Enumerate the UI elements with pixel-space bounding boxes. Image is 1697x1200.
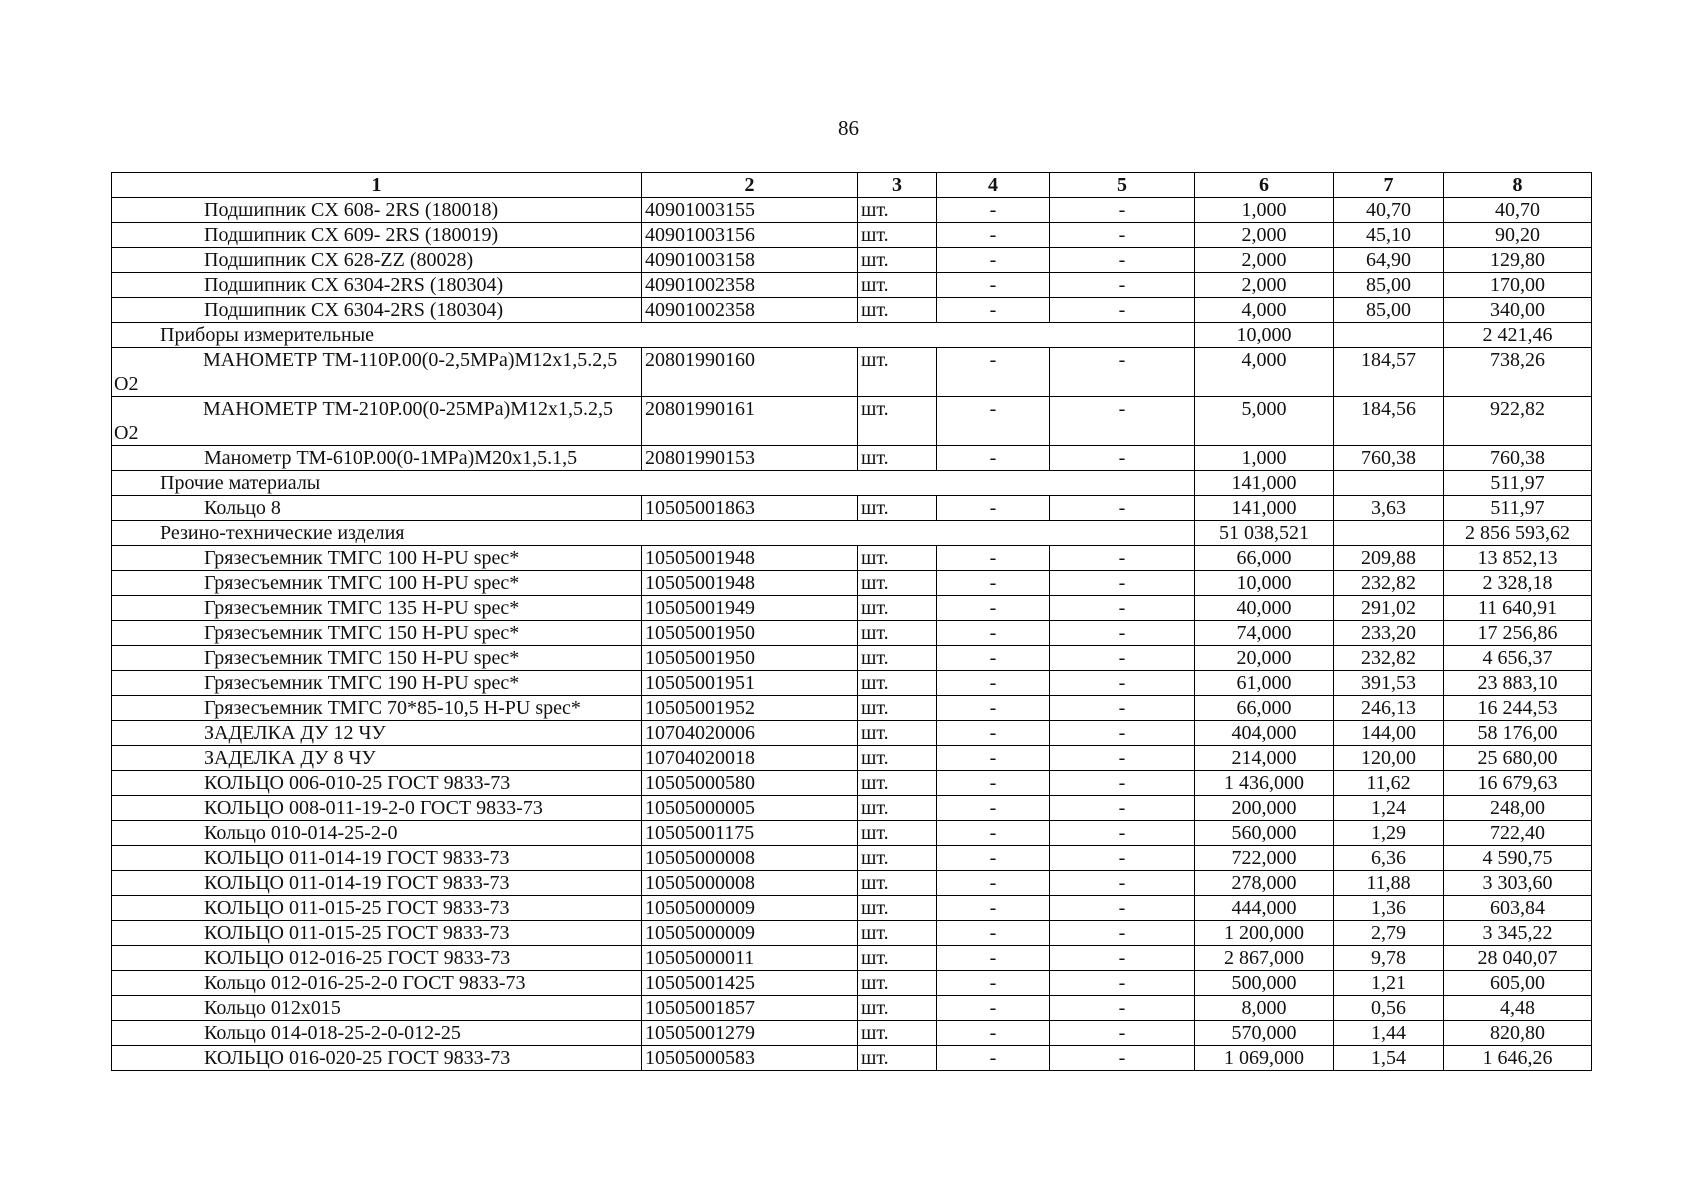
- sum-cell: 2 328,18: [1444, 571, 1592, 596]
- qty-cell: 1 069,000: [1195, 1046, 1334, 1071]
- price-cell: 246,13: [1334, 696, 1444, 721]
- table-row: [112, 397, 1592, 446]
- unit-cell: шт.: [858, 796, 937, 821]
- unit-cell: шт.: [858, 1021, 937, 1046]
- qty-cell: 74,000: [1195, 621, 1334, 646]
- unit-cell: шт.: [858, 546, 937, 571]
- sum-cell: 90,20: [1444, 223, 1592, 248]
- qty-cell: 200,000: [1195, 796, 1334, 821]
- col4-cell: -: [937, 746, 1050, 771]
- price-cell: [1334, 323, 1444, 348]
- qty-cell: 66,000: [1195, 696, 1334, 721]
- col5-cell: -: [1050, 746, 1195, 771]
- price-cell: 184,57: [1334, 348, 1444, 397]
- sum-cell: 922,82: [1444, 397, 1592, 446]
- qty-cell: 2,000: [1195, 273, 1334, 298]
- qty-cell: 404,000: [1195, 721, 1334, 746]
- qty-cell: 141,000: [1195, 471, 1334, 496]
- sum-cell: 511,97: [1444, 471, 1592, 496]
- price-cell: 120,00: [1334, 746, 1444, 771]
- sum-cell: 603,84: [1444, 896, 1592, 921]
- unit-cell: шт.: [858, 696, 937, 721]
- price-cell: 1,44: [1334, 1021, 1444, 1046]
- sum-cell: 58 176,00: [1444, 721, 1592, 746]
- price-cell: 144,00: [1334, 721, 1444, 746]
- price-cell: 184,56: [1334, 397, 1444, 446]
- col5-cell: -: [1050, 846, 1195, 871]
- col4-cell: -: [937, 971, 1050, 996]
- sum-cell: 28 040,07: [1444, 946, 1592, 971]
- price-cell: 64,90: [1334, 248, 1444, 273]
- item-name-cell: Подшипник CX 628-ZZ (80028): [112, 248, 642, 273]
- table-row: [112, 1021, 1592, 1046]
- sum-cell: 605,00: [1444, 971, 1592, 996]
- code-cell: 10505000580: [642, 771, 858, 796]
- group-name-cell: Прочие материалы: [112, 471, 1195, 496]
- table-row: [112, 571, 1592, 596]
- table-row: [112, 298, 1592, 323]
- table-row: [112, 273, 1592, 298]
- col4-cell: -: [937, 621, 1050, 646]
- group-row: [112, 471, 1592, 496]
- code-cell: 40901003158: [642, 248, 858, 273]
- table-row: [112, 821, 1592, 846]
- unit-cell: шт.: [858, 621, 937, 646]
- table-row: [112, 496, 1592, 521]
- group-row: [112, 323, 1592, 348]
- qty-cell: 1 436,000: [1195, 771, 1334, 796]
- item-name-cell: Подшипник CX 609- 2RS (180019): [112, 223, 642, 248]
- col5-cell: -: [1050, 348, 1195, 397]
- price-cell: 1,21: [1334, 971, 1444, 996]
- qty-cell: 4,000: [1195, 348, 1334, 397]
- unit-cell: шт.: [858, 596, 937, 621]
- column-header: 6: [1195, 173, 1334, 198]
- unit-cell: шт.: [858, 946, 937, 971]
- table-row: [112, 796, 1592, 821]
- price-cell: 6,36: [1334, 846, 1444, 871]
- qty-cell: 444,000: [1195, 896, 1334, 921]
- page-number: 86: [838, 116, 859, 140]
- sum-cell: 17 256,86: [1444, 621, 1592, 646]
- col4-cell: -: [937, 821, 1050, 846]
- price-cell: 2,79: [1334, 921, 1444, 946]
- sum-cell: 4 656,37: [1444, 646, 1592, 671]
- code-cell: 10505000008: [642, 846, 858, 871]
- table-row: [112, 621, 1592, 646]
- sum-cell: 2 421,46: [1444, 323, 1592, 348]
- code-cell: 10505001950: [642, 646, 858, 671]
- column-header: 2: [642, 173, 858, 198]
- price-cell: 291,02: [1334, 596, 1444, 621]
- code-cell: 10505001857: [642, 996, 858, 1021]
- item-name-cell: КОЛЬЦО 006-010-25 ГОСТ 9833-73: [112, 771, 642, 796]
- item-name-cell: КОЛЬЦО 011-014-19 ГОСТ 9833-73: [112, 871, 642, 896]
- sum-cell: 1 646,26: [1444, 1046, 1592, 1071]
- code-cell: 10704020006: [642, 721, 858, 746]
- sum-cell: 511,97: [1444, 496, 1592, 521]
- code-cell: 10505001863: [642, 496, 858, 521]
- qty-cell: 1 200,000: [1195, 921, 1334, 946]
- col5-cell: -: [1050, 546, 1195, 571]
- qty-cell: 51 038,521: [1195, 521, 1334, 546]
- code-cell: 10505001279: [642, 1021, 858, 1046]
- col4-cell: -: [937, 496, 1050, 521]
- col5-cell: -: [1050, 298, 1195, 323]
- col5-cell: -: [1050, 248, 1195, 273]
- sum-cell: 722,40: [1444, 821, 1592, 846]
- qty-cell: 2,000: [1195, 248, 1334, 273]
- column-header: 4: [937, 173, 1050, 198]
- price-cell: 11,88: [1334, 871, 1444, 896]
- qty-cell: 560,000: [1195, 821, 1334, 846]
- unit-cell: шт.: [858, 721, 937, 746]
- table-row: [112, 546, 1592, 571]
- unit-cell: шт.: [858, 1046, 937, 1071]
- group-name-cell: Приборы измерительные: [112, 323, 1195, 348]
- sum-cell: 3 303,60: [1444, 871, 1592, 896]
- col5-cell: -: [1050, 871, 1195, 896]
- col4-cell: -: [937, 397, 1050, 446]
- sum-cell: 170,00: [1444, 273, 1592, 298]
- inventory-table: [111, 172, 1592, 1071]
- table-row: [112, 946, 1592, 971]
- col4-cell: -: [937, 646, 1050, 671]
- unit-cell: шт.: [858, 971, 937, 996]
- col4-cell: -: [937, 1046, 1050, 1071]
- item-name-cell: Манометр ТМ-610Р.00(0-1MPa)M20x1,5.1,5: [112, 446, 642, 471]
- qty-cell: 61,000: [1195, 671, 1334, 696]
- item-name-cell: МАНОМЕТР ТМ-110Р.00(0-2,5MPa)M12x1,5.2,5 O2: [112, 348, 642, 397]
- price-cell: 233,20: [1334, 621, 1444, 646]
- table-row: [112, 971, 1592, 996]
- col5-cell: -: [1050, 571, 1195, 596]
- col5-cell: -: [1050, 996, 1195, 1021]
- col4-cell: -: [937, 1021, 1050, 1046]
- col5-cell: -: [1050, 721, 1195, 746]
- code-cell: 10505000583: [642, 1046, 858, 1071]
- item-name-cell: КОЛЬЦО 016-020-25 ГОСТ 9833-73: [112, 1046, 642, 1071]
- col5-cell: -: [1050, 671, 1195, 696]
- item-name-cell: КОЛЬЦО 008-011-19-2-0 ГОСТ 9833-73: [112, 796, 642, 821]
- qty-cell: 2,000: [1195, 223, 1334, 248]
- price-cell: 232,82: [1334, 571, 1444, 596]
- code-cell: 10505001948: [642, 546, 858, 571]
- item-name-cell: Грязесъемник ТМГС 190 H-PU spec*: [112, 671, 642, 696]
- sum-cell: 820,80: [1444, 1021, 1592, 1046]
- qty-cell: 20,000: [1195, 646, 1334, 671]
- col4-cell: -: [937, 223, 1050, 248]
- col5-cell: -: [1050, 946, 1195, 971]
- item-name-cell: Подшипник CX 608- 2RS (180018): [112, 198, 642, 223]
- item-name-cell: Грязесъемник ТМГС 135 H-PU spec*: [112, 596, 642, 621]
- table-row: [112, 771, 1592, 796]
- item-name-cell: Кольцо 014-018-25-2-0-012-25: [112, 1021, 642, 1046]
- code-cell: 10505001951: [642, 671, 858, 696]
- item-name-cell: КОЛЬЦО 011-015-25 ГОСТ 9833-73: [112, 921, 642, 946]
- column-header: 7: [1334, 173, 1444, 198]
- table-row: [112, 896, 1592, 921]
- unit-cell: шт.: [858, 671, 937, 696]
- col4-cell: -: [937, 273, 1050, 298]
- col5-cell: -: [1050, 796, 1195, 821]
- price-cell: 760,38: [1334, 446, 1444, 471]
- col4-cell: -: [937, 248, 1050, 273]
- table-row: [112, 921, 1592, 946]
- unit-cell: шт.: [858, 921, 937, 946]
- code-cell: 40901003156: [642, 223, 858, 248]
- col5-cell: -: [1050, 446, 1195, 471]
- sum-cell: 340,00: [1444, 298, 1592, 323]
- unit-cell: шт.: [858, 571, 937, 596]
- col5-cell: -: [1050, 971, 1195, 996]
- code-cell: 10505001952: [642, 696, 858, 721]
- unit-cell: шт.: [858, 248, 937, 273]
- price-cell: 232,82: [1334, 646, 1444, 671]
- qty-cell: 278,000: [1195, 871, 1334, 896]
- price-cell: 40,70: [1334, 198, 1444, 223]
- table-row: [112, 696, 1592, 721]
- column-header: 1: [112, 173, 642, 198]
- col5-cell: -: [1050, 273, 1195, 298]
- unit-cell: шт.: [858, 298, 937, 323]
- col5-cell: -: [1050, 821, 1195, 846]
- table-row: [112, 846, 1592, 871]
- column-header: 3: [858, 173, 937, 198]
- code-cell: 40901002358: [642, 298, 858, 323]
- qty-cell: 722,000: [1195, 846, 1334, 871]
- code-cell: 10505000009: [642, 896, 858, 921]
- unit-cell: шт.: [858, 871, 937, 896]
- code-cell: 20801990161: [642, 397, 858, 446]
- code-cell: 10505001949: [642, 596, 858, 621]
- code-cell: 10505000011: [642, 946, 858, 971]
- unit-cell: шт.: [858, 397, 937, 446]
- col5-cell: -: [1050, 1046, 1195, 1071]
- col5-cell: -: [1050, 198, 1195, 223]
- item-name-cell: Грязесъемник ТМГС 150 H-PU spec*: [112, 646, 642, 671]
- qty-cell: 1,000: [1195, 446, 1334, 471]
- item-name-cell: КОЛЬЦО 011-015-25 ГОСТ 9833-73: [112, 896, 642, 921]
- sum-cell: 248,00: [1444, 796, 1592, 821]
- code-cell: 10704020018: [642, 746, 858, 771]
- price-cell: 1,36: [1334, 896, 1444, 921]
- col4-cell: -: [937, 571, 1050, 596]
- qty-cell: 4,000: [1195, 298, 1334, 323]
- item-name-cell: Грязесъемник ТМГС 150 H-PU spec*: [112, 621, 642, 646]
- item-name-cell: КОЛЬЦО 012-016-25 ГОСТ 9833-73: [112, 946, 642, 971]
- item-name-cell: МАНОМЕТР ТМ-210Р.00(0-25MPa)M12x1,5.2,5 O2: [112, 397, 642, 446]
- item-name-cell: Грязесъемник ТМГС 100 H-PU spec*: [112, 546, 642, 571]
- sum-cell: 129,80: [1444, 248, 1592, 273]
- item-name-cell: Подшипник CX 6304-2RS (180304): [112, 273, 642, 298]
- sum-cell: 3 345,22: [1444, 921, 1592, 946]
- table-row: [112, 746, 1592, 771]
- table-row: [112, 248, 1592, 273]
- item-name-cell: ЗАДЕЛКА ДУ 8 ЧУ: [112, 746, 642, 771]
- col4-cell: -: [937, 871, 1050, 896]
- unit-cell: шт.: [858, 446, 937, 471]
- table-row: [112, 446, 1592, 471]
- sum-cell: 40,70: [1444, 198, 1592, 223]
- price-cell: 1,29: [1334, 821, 1444, 846]
- sum-cell: 738,26: [1444, 348, 1592, 397]
- table-row: [112, 671, 1592, 696]
- price-cell: 391,53: [1334, 671, 1444, 696]
- item-name-cell: Кольцо 012-016-25-2-0 ГОСТ 9833-73: [112, 971, 642, 996]
- price-cell: 11,62: [1334, 771, 1444, 796]
- col4-cell: -: [937, 348, 1050, 397]
- col5-cell: -: [1050, 496, 1195, 521]
- col4-cell: -: [937, 996, 1050, 1021]
- price-cell: 1,24: [1334, 796, 1444, 821]
- unit-cell: шт.: [858, 896, 937, 921]
- qty-cell: 66,000: [1195, 546, 1334, 571]
- sum-cell: 25 680,00: [1444, 746, 1592, 771]
- code-cell: 10505001175: [642, 821, 858, 846]
- code-cell: 40901003155: [642, 198, 858, 223]
- code-cell: 10505000009: [642, 921, 858, 946]
- col4-cell: -: [937, 846, 1050, 871]
- qty-cell: 5,000: [1195, 397, 1334, 446]
- qty-cell: 141,000: [1195, 496, 1334, 521]
- qty-cell: 570,000: [1195, 1021, 1334, 1046]
- col5-cell: -: [1050, 896, 1195, 921]
- table-row: [112, 1046, 1592, 1071]
- col4-cell: -: [937, 721, 1050, 746]
- col5-cell: -: [1050, 646, 1195, 671]
- table-row: [112, 721, 1592, 746]
- sum-cell: 4,48: [1444, 996, 1592, 1021]
- item-name-cell: ЗАДЕЛКА ДУ 12 ЧУ: [112, 721, 642, 746]
- code-cell: 10505001950: [642, 621, 858, 646]
- qty-cell: 10,000: [1195, 571, 1334, 596]
- price-cell: 0,56: [1334, 996, 1444, 1021]
- table-row: [112, 596, 1592, 621]
- sum-cell: 13 852,13: [1444, 546, 1592, 571]
- item-name-cell: Кольцо 8: [112, 496, 642, 521]
- code-cell: 10505001948: [642, 571, 858, 596]
- item-name-cell: Кольцо 012x015: [112, 996, 642, 1021]
- table-row: [112, 646, 1592, 671]
- item-name-cell: Грязесъемник ТМГС 100 H-PU spec*: [112, 571, 642, 596]
- col4-cell: -: [937, 796, 1050, 821]
- sum-cell: 760,38: [1444, 446, 1592, 471]
- table-row: [112, 198, 1592, 223]
- qty-cell: 2 867,000: [1195, 946, 1334, 971]
- group-row: [112, 521, 1592, 546]
- code-cell: 20801990160: [642, 348, 858, 397]
- code-cell: 20801990153: [642, 446, 858, 471]
- col5-cell: -: [1050, 1021, 1195, 1046]
- qty-cell: 10,000: [1195, 323, 1334, 348]
- col4-cell: -: [937, 298, 1050, 323]
- unit-cell: шт.: [858, 496, 937, 521]
- sum-cell: 23 883,10: [1444, 671, 1592, 696]
- col5-cell: -: [1050, 696, 1195, 721]
- col4-cell: -: [937, 771, 1050, 796]
- sum-cell: 16 679,63: [1444, 771, 1592, 796]
- qty-cell: 8,000: [1195, 996, 1334, 1021]
- table-row: [112, 996, 1592, 1021]
- unit-cell: шт.: [858, 821, 937, 846]
- col4-cell: -: [937, 896, 1050, 921]
- price-cell: 1,54: [1334, 1046, 1444, 1071]
- col4-cell: -: [937, 546, 1050, 571]
- item-name-cell: КОЛЬЦО 011-014-19 ГОСТ 9833-73: [112, 846, 642, 871]
- unit-cell: шт.: [858, 198, 937, 223]
- sum-cell: 11 640,91: [1444, 596, 1592, 621]
- unit-cell: шт.: [858, 273, 937, 298]
- table-row: [112, 223, 1592, 248]
- col5-cell: -: [1050, 771, 1195, 796]
- col4-cell: -: [937, 946, 1050, 971]
- price-cell: 85,00: [1334, 273, 1444, 298]
- column-number-row: [112, 173, 1592, 198]
- col4-cell: -: [937, 671, 1050, 696]
- group-name-cell: Резино-технические изделия: [112, 521, 1195, 546]
- unit-cell: шт.: [858, 348, 937, 397]
- item-name-cell: Подшипник CX 6304-2RS (180304): [112, 298, 642, 323]
- code-cell: 10505000008: [642, 871, 858, 896]
- column-header: 5: [1050, 173, 1195, 198]
- qty-cell: 40,000: [1195, 596, 1334, 621]
- col5-cell: -: [1050, 223, 1195, 248]
- col4-cell: -: [937, 198, 1050, 223]
- code-cell: 10505000005: [642, 796, 858, 821]
- col4-cell: -: [937, 696, 1050, 721]
- unit-cell: шт.: [858, 771, 937, 796]
- col5-cell: -: [1050, 397, 1195, 446]
- price-cell: [1334, 471, 1444, 496]
- col5-cell: -: [1050, 921, 1195, 946]
- price-cell: 45,10: [1334, 223, 1444, 248]
- price-cell: [1334, 521, 1444, 546]
- col5-cell: -: [1050, 621, 1195, 646]
- sum-cell: 4 590,75: [1444, 846, 1592, 871]
- item-name-cell: Грязесъемник ТМГС 70*85-10,5 H-PU spec*: [112, 696, 642, 721]
- unit-cell: шт.: [858, 646, 937, 671]
- price-cell: 209,88: [1334, 546, 1444, 571]
- unit-cell: шт.: [858, 996, 937, 1021]
- unit-cell: шт.: [858, 223, 937, 248]
- sum-cell: 2 856 593,62: [1444, 521, 1592, 546]
- code-cell: 10505001425: [642, 971, 858, 996]
- col4-cell: -: [937, 921, 1050, 946]
- col4-cell: -: [937, 596, 1050, 621]
- price-cell: 3,63: [1334, 496, 1444, 521]
- qty-cell: 500,000: [1195, 971, 1334, 996]
- unit-cell: шт.: [858, 846, 937, 871]
- unit-cell: шт.: [858, 746, 937, 771]
- qty-cell: 214,000: [1195, 746, 1334, 771]
- col4-cell: -: [937, 446, 1050, 471]
- table-row: [112, 348, 1592, 397]
- code-cell: 40901002358: [642, 273, 858, 298]
- qty-cell: 1,000: [1195, 198, 1334, 223]
- item-name-cell: Кольцо 010-014-25-2-0: [112, 821, 642, 846]
- table-row: [112, 871, 1592, 896]
- table-body: [112, 198, 1592, 1071]
- column-header: 8: [1444, 173, 1592, 198]
- price-cell: 85,00: [1334, 298, 1444, 323]
- col5-cell: -: [1050, 596, 1195, 621]
- price-cell: 9,78: [1334, 946, 1444, 971]
- sum-cell: 16 244,53: [1444, 696, 1592, 721]
